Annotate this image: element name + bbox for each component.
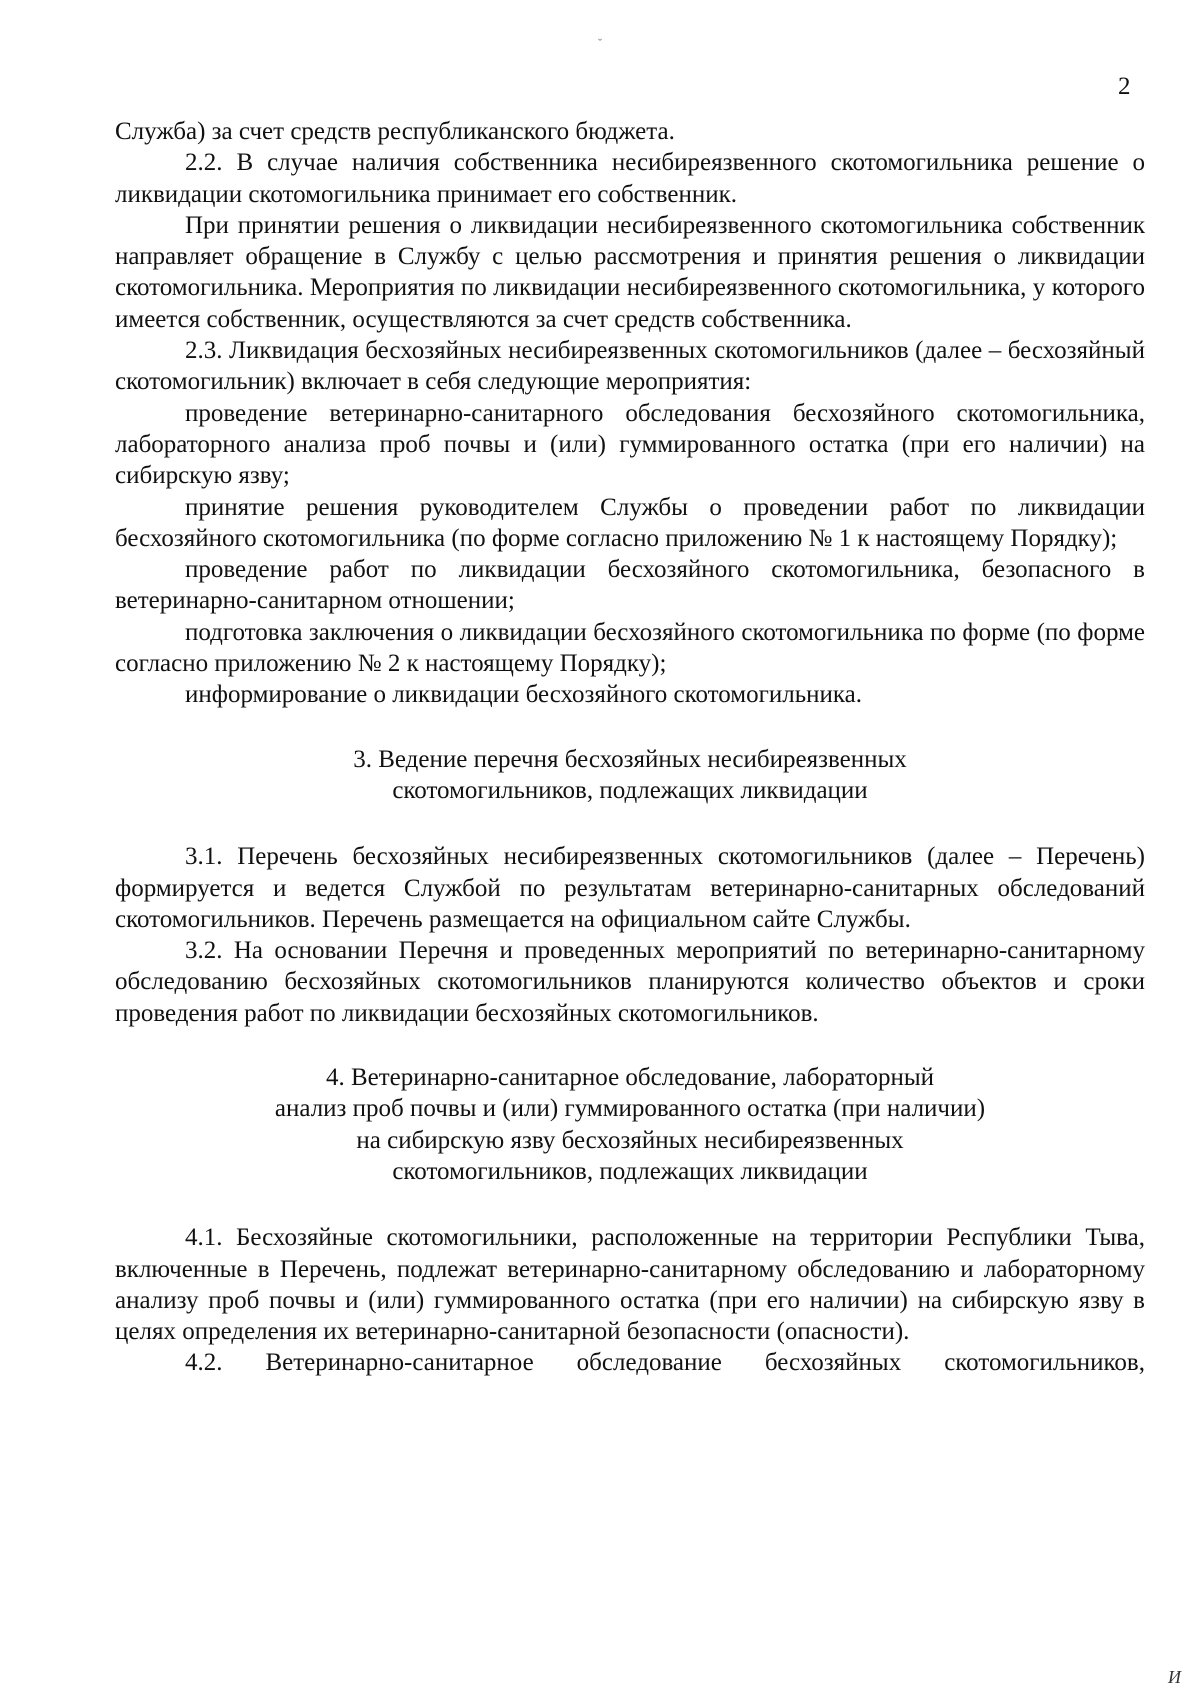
list-item-liquidation-works: проведение работ по ликвидации бесхозяйного скотомогильника, безопасного в ветеринарно-санитарном отношении;: [115, 556, 1145, 615]
section-3-heading-line: 3. Ведение перечня бесхозяйных несибиреязвенных: [353, 745, 907, 773]
paragraph-3-2: 3.2. На основании Перечня и проведенных мероприятий по ветеринарно-санитарному обследованию бесхозяйных скотомогильников планируются количество объектов и сроки проведения работ по ликвидации бесхозяйных скотомогильников.: [115, 937, 1145, 1027]
paragraph-4-1: 4.1. Бесхозяйные скотомогильники, расположенные на территории Республики Тыва, включенные в Перечень, подлежат ветеринарно-санитарному обследованию и лабораторному анализу проб почвы и (или) гуммированного остатка (при его наличии) на сибирскую язву в целях определения их ветеринарно-санитарной безопасности (опасности).: [115, 1224, 1145, 1346]
paragraph-2-2: 2.2. В случае наличия собственника несибиреязвенного скотомогильника решение о ликвидации скотомогильника принимает его собственник.: [115, 149, 1145, 208]
paragraph-2-3: 2.3. Ликвидация бесхозяйных несибиреязвенных скотомогильников (далее – бесхозяйный скотомогильник) включает в себя следующие мероприятия:: [115, 337, 1145, 396]
section-4-heading-line: анализ проб почвы и (или) гуммированного остатка (при наличии): [274, 1095, 986, 1123]
section-3-heading: [115, 744, 1145, 807]
scan-mark-top: ˇ: [598, 36, 602, 50]
section-3-heading-line: скотомогильников, подлежащих ликвидации: [392, 776, 868, 804]
paragraph-continuation: Служба) за счет средств республиканского бюджета.: [115, 118, 675, 145]
section-4-heading-line: 4. Ветеринарно-санитарное обследование, лабораторный: [325, 1064, 935, 1092]
scan-mark-bottom: И: [1168, 1667, 1181, 1687]
section-4-heading-line: скотомогильников, подлежащих ликвидации: [392, 1157, 868, 1185]
list-item-conclusion: подготовка заключения о ликвидации бесхозяйного скотомогильника по форме (по форме согласно приложению № 2 к настоящему Порядку);: [115, 618, 1145, 678]
paragraph-owner-decision: При принятии решения о ликвидации несибиреязвенного скотомогильника собственник направляет обращение в Службу с целью рассмотрения и принятия решения о ликвидации скотомогильника. Мероприятия по ликвидации несибиреязвенного скотомогильника, у которого имеется собственник, осуществляются за счет средств собственника.: [115, 211, 1145, 333]
section-4-heading-line: на сибирскую язву бесхозяйных несибиреязвенных: [356, 1126, 904, 1154]
paragraph-3-1: 3.1. Перечень бесхозяйных несибиреязвенных скотомогильников (далее – Перечень) формируется и ведется Службой по результатам ветеринарно-санитарных обследований скотомогильников. Перечень размещается на официальном сайте Службы.: [115, 843, 1145, 933]
list-item-decision: принятие решения руководителем Службы о проведении работ по ликвидации бесхозяйного скотомогильника (по форме согласно приложению № 1 к настоящему Порядку);: [115, 493, 1145, 552]
page-number: 2: [1118, 73, 1131, 100]
list-item-informing: информирование о ликвидации бесхозяйного скотомогильника.: [185, 681, 862, 709]
document-body: [115, 116, 1145, 1379]
paragraph-4-2: 4.2. Ветеринарно-санитарное обследование бесхозяйных скотомогильников,: [185, 1349, 1145, 1377]
section-4-heading: [115, 1062, 1145, 1187]
list-item-inspection: проведение ветеринарно-санитарного обследования бесхозяйного скотомогильника, лабораторного анализа проб почвы и (или) гуммированного остатка (при его наличии) на сибирскую язву;: [115, 399, 1145, 490]
